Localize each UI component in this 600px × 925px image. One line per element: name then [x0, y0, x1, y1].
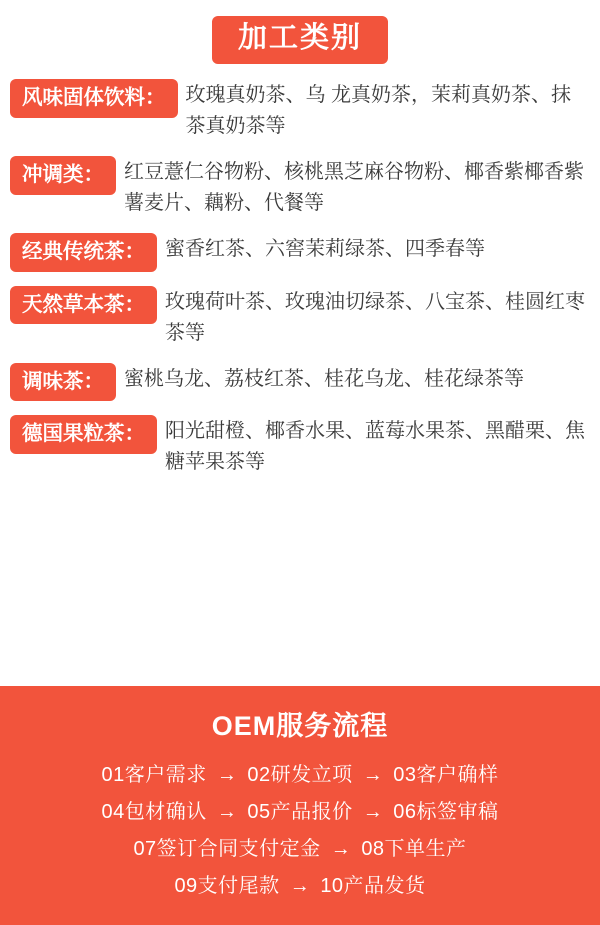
category-value: 蜜香红茶、六窖茉莉绿茶、四季春等	[165, 237, 485, 260]
category-row	[10, 285, 590, 349]
category-label: 调味茶：	[10, 363, 116, 402]
arrow-icon: →	[289, 875, 311, 897]
category-value: 蜜桃乌龙、荔枝红茶、桂花乌龙、桂花绿茶等	[124, 367, 524, 390]
oem-step: 03客户确样	[393, 764, 499, 786]
category-row	[10, 362, 590, 402]
oem-step: 02研发立项	[247, 764, 353, 786]
category-label: 天然草本茶：	[10, 286, 157, 325]
category-value: 玫瑰荷叶茶、玫瑰油切绿茶、八宝茶、桂圆红枣茶等	[165, 290, 585, 344]
arrow-icon: →	[216, 801, 238, 823]
title-container	[0, 0, 600, 64]
arrow-icon: →	[330, 838, 352, 860]
oem-flow-line	[0, 868, 600, 905]
category-label: 冲调类：	[10, 156, 116, 195]
oem-banner	[0, 686, 600, 925]
category-label: 风味固体饮料：	[10, 79, 178, 118]
category-row	[10, 414, 590, 478]
category-list	[0, 64, 600, 478]
category-row	[10, 78, 590, 142]
oem-step: 01客户需求	[101, 764, 207, 786]
category-label: 经典传统茶：	[10, 233, 157, 272]
category-row	[10, 232, 590, 272]
arrow-icon: →	[362, 801, 384, 823]
oem-step: 08下单生产	[361, 838, 467, 860]
oem-step: 09支付尾款	[174, 875, 280, 897]
arrow-icon: →	[362, 764, 384, 786]
oem-step: 05产品报价	[247, 801, 353, 823]
oem-title: OEM服务流程	[211, 711, 389, 741]
page-title: 加工类别	[212, 16, 388, 64]
oem-flow-list	[0, 757, 600, 905]
oem-step: 07签订合同支付定金	[133, 838, 321, 860]
oem-flow-line	[0, 794, 600, 831]
oem-flow-line	[0, 757, 600, 794]
category-row	[10, 155, 590, 219]
category-value: 阳光甜橙、椰香水果、蓝莓水果茶、黑醋栗、焦糖苹果茶等	[165, 420, 585, 474]
oem-flow-line	[0, 831, 600, 868]
arrow-icon: →	[216, 764, 238, 786]
oem-step: 06标签审稿	[393, 801, 499, 823]
oem-step: 10产品发货	[320, 875, 426, 897]
oem-step: 04包材确认	[101, 801, 207, 823]
category-value: 红豆薏仁谷物粉、核桃黑芝麻谷物粉、椰香紫椰香紫薯麦片、藕粉、代餐等	[124, 160, 584, 214]
category-value: 玫瑰真奶茶、乌 龙真奶茶，茉莉真奶茶、抹茶真奶茶等	[185, 83, 572, 137]
category-label: 德国果粒茶：	[10, 415, 157, 454]
